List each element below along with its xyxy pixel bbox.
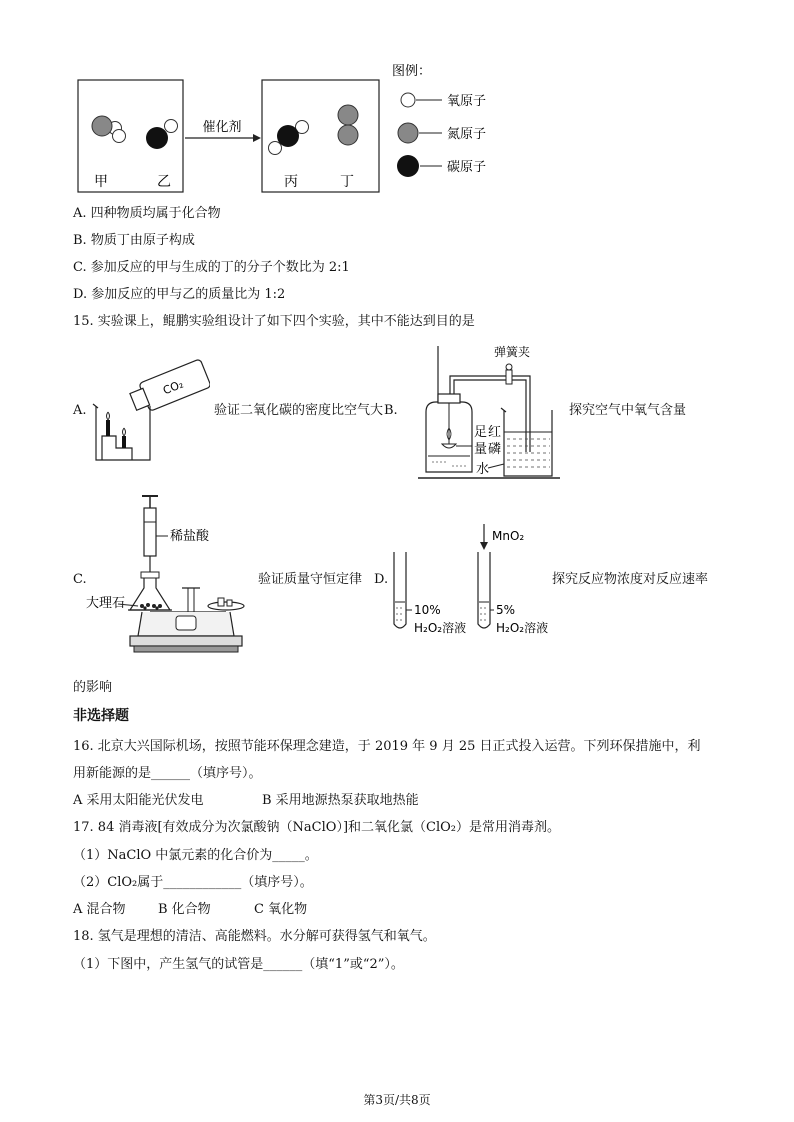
- reaction-diagram: [70, 58, 510, 198]
- conc-5-label: 5%: [496, 603, 516, 617]
- q16-option-b: B 采用地源热泵获取地热能: [262, 793, 419, 808]
- label-bing: 丙: [284, 174, 298, 190]
- experiment-a-diagram: [90, 356, 210, 466]
- clip-label: 弹簧夹: [494, 345, 531, 359]
- water-label: 水: [476, 462, 490, 477]
- q14-option-c: C. 参加反应的甲与生成的丁的分子个数比为 2:1: [73, 260, 350, 275]
- q17-option-c: C 氧化物: [254, 902, 308, 917]
- label-ding: 丁: [340, 174, 354, 190]
- q15-label-d: D.: [374, 572, 389, 587]
- label-jia: 甲: [94, 174, 108, 190]
- q15-label-c: C.: [73, 572, 87, 587]
- page-number: 第3页/共8页: [363, 1093, 431, 1107]
- acid-label: 稀盐酸: [170, 529, 210, 544]
- molecule-yi-c: [146, 127, 168, 149]
- molecule-ding-n1: [338, 105, 358, 125]
- q15-label-a: A.: [73, 403, 87, 418]
- q16-option-a: A 采用太阳能光伏发电: [73, 793, 204, 808]
- q17-option-a: A 混合物: [73, 902, 126, 917]
- arrow-head: [253, 134, 261, 142]
- legend-oxygen-label: 氧原子: [447, 94, 487, 109]
- legend-title: 图例：: [392, 64, 432, 79]
- molecule-bing-c: [277, 125, 299, 147]
- q17-option-b: B 化合物: [158, 902, 211, 917]
- marble-label: 大理石: [86, 596, 126, 611]
- q15-stem: 15. 实验课上，鲲鹏实验组设计了如下四个实验，其中不能达到目的是: [73, 314, 475, 329]
- phos-char-3: 红: [488, 425, 502, 440]
- phos-char-2: 量: [474, 442, 488, 457]
- experiment-d-diagram: [388, 520, 568, 640]
- legend-carbon-label: 碳原子: [447, 160, 487, 175]
- q15-desc-b: 探究空气中氧气含量: [569, 403, 687, 418]
- phos-char-1: 足: [474, 425, 488, 440]
- catalyst-label: 催化剂: [202, 120, 242, 135]
- q17-stem: 17. 84 消毒液[有效成分为次氯酸钠（NaClO）]和二氧化氯（ClO₂）是常用消毒剂。: [73, 820, 560, 835]
- q17-sub2: （2）ClO₂属于____________（填序号）。: [73, 875, 313, 890]
- q14-option-a: A. 四种物质均属于化合物: [73, 206, 221, 221]
- molecule-bing-o2: [269, 142, 282, 155]
- legend-nitrogen-label: 氮原子: [447, 127, 487, 142]
- q14-option-d: D. 参加反应的甲与乙的质量比为 1:2: [73, 287, 286, 302]
- molecule-yi-o: [165, 120, 178, 133]
- q17-sub1: （1）NaClO 中氯元素的化合价为_____。: [73, 848, 318, 863]
- sol-label-2: H₂O₂溶液: [496, 621, 549, 635]
- q18-stem: 18. 氢气是理想的清洁、高能燃料。水分解可获得氢气和氧气。: [73, 929, 436, 944]
- q15-desc-a: 验证二氧化碳的密度比空气大: [214, 403, 384, 418]
- q15-desc-d: 探究反应物浓度对反应速率: [552, 572, 709, 587]
- conc-10-label: 10%: [414, 603, 441, 617]
- molecule-ding-n2: [338, 125, 358, 145]
- section-title: 非选择题: [73, 708, 129, 724]
- legend-carbon-icon: [397, 155, 419, 177]
- molecule-jia-o2: [113, 130, 126, 143]
- q15-desc-d-tail: 的影响: [73, 680, 113, 695]
- experiment-c-diagram: [84, 488, 254, 660]
- q14-option-b: B. 物质丁由原子构成: [73, 233, 195, 248]
- q15-desc-c: 验证质量守恒定律: [258, 572, 363, 587]
- legend-nitrogen-icon: [398, 123, 418, 143]
- legend-oxygen-icon: [401, 93, 415, 107]
- molecule-jia-n: [92, 116, 112, 136]
- sol-label-1: H₂O₂溶液: [414, 621, 467, 635]
- q16-line2: 用新能源的是______（填序号）。: [73, 766, 262, 781]
- phos-char-4: 磷: [488, 442, 502, 457]
- experiment-b-diagram: [412, 340, 562, 485]
- label-yi: 乙: [157, 174, 171, 190]
- q18-sub1: （1）下图中，产生氢气的试管是______（填“1”或“2”）。: [73, 957, 404, 972]
- q15-label-b: B.: [384, 403, 398, 418]
- q16-line1: 16. 北京大兴国际机场，按照节能环保理念建造，于 2019 年 9 月 25 日正式投入运营。下列环保措施中，利: [73, 739, 701, 754]
- co2-label: CO₂: [161, 377, 186, 398]
- mno2-label: MnO₂: [492, 529, 525, 543]
